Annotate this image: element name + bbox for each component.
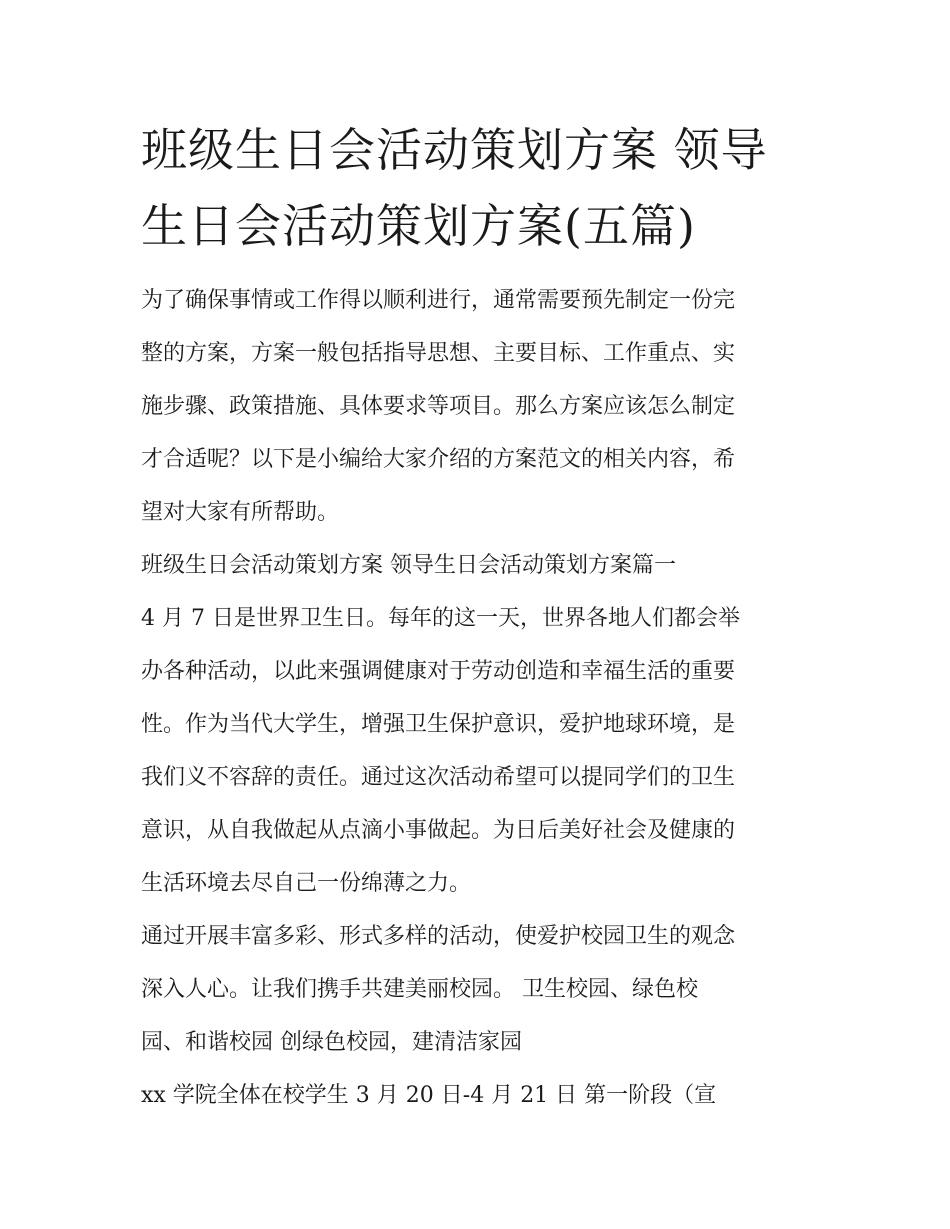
text-line: xx 学院全体在校学生 3 月 20 日-4 月 21 日 第一阶段（宣 bbox=[141, 1083, 717, 1108]
body-paragraph bbox=[141, 910, 813, 1069]
body-paragraph bbox=[141, 1069, 813, 1122]
text-line: 通过开展丰富多彩、形式多样的活动，使爱护校园卫生的观念 bbox=[141, 924, 736, 949]
intro-paragraph bbox=[141, 274, 813, 539]
text-line: 深入人心。让我们携手共建美丽校园。 卫生校园、绿色校 bbox=[141, 977, 698, 1002]
text-line: 性。作为当代大学生，增强卫生保护意识，爱护地球环境，是 bbox=[141, 712, 736, 737]
document-page bbox=[141, 112, 813, 1122]
text-line: 班级生日会活动策划方案 领导生日会活动策划方案篇一 bbox=[141, 553, 676, 578]
body-paragraph bbox=[141, 592, 813, 910]
document-title bbox=[141, 112, 813, 264]
title-line: 生日会活动策划方案(五篇) bbox=[141, 199, 696, 253]
text-line: 办各种活动，以此来强调健康对于劳动创造和幸福生活的重要 bbox=[141, 659, 736, 684]
section-heading bbox=[141, 539, 813, 592]
title-line: 班级生日会活动策划方案 领导 bbox=[141, 123, 768, 177]
text-line: 生活环境去尽自己一份绵薄之力。 bbox=[141, 871, 472, 896]
text-line: 园、和谐校园 创绿色校园，建清洁家园 bbox=[141, 1030, 522, 1055]
text-line: 为了确保事情或工作得以顺利进行，通常需要预先制定一份完 bbox=[141, 288, 736, 313]
text-line: 施步骤、政策措施、具体要求等项目。那么方案应该怎么制定 bbox=[141, 394, 736, 419]
text-line: 意识，从自我做起从点滴小事做起。为日后美好社会及健康的 bbox=[141, 818, 736, 843]
text-line: 整的方案，方案一般包括指导思想、主要目标、工作重点、实 bbox=[141, 341, 736, 366]
text-line: 望对大家有所帮助。 bbox=[141, 500, 340, 525]
text-line: 4 月 7 日是世界卫生日。每年的这一天，世界各地人们都会举 bbox=[141, 606, 740, 631]
text-line: 才合适呢？以下是小编给大家介绍的方案范文的相关内容，希 bbox=[141, 447, 736, 472]
text-line: 我们义不容辞的责任。通过这次活动希望可以提同学们的卫生 bbox=[141, 765, 736, 790]
